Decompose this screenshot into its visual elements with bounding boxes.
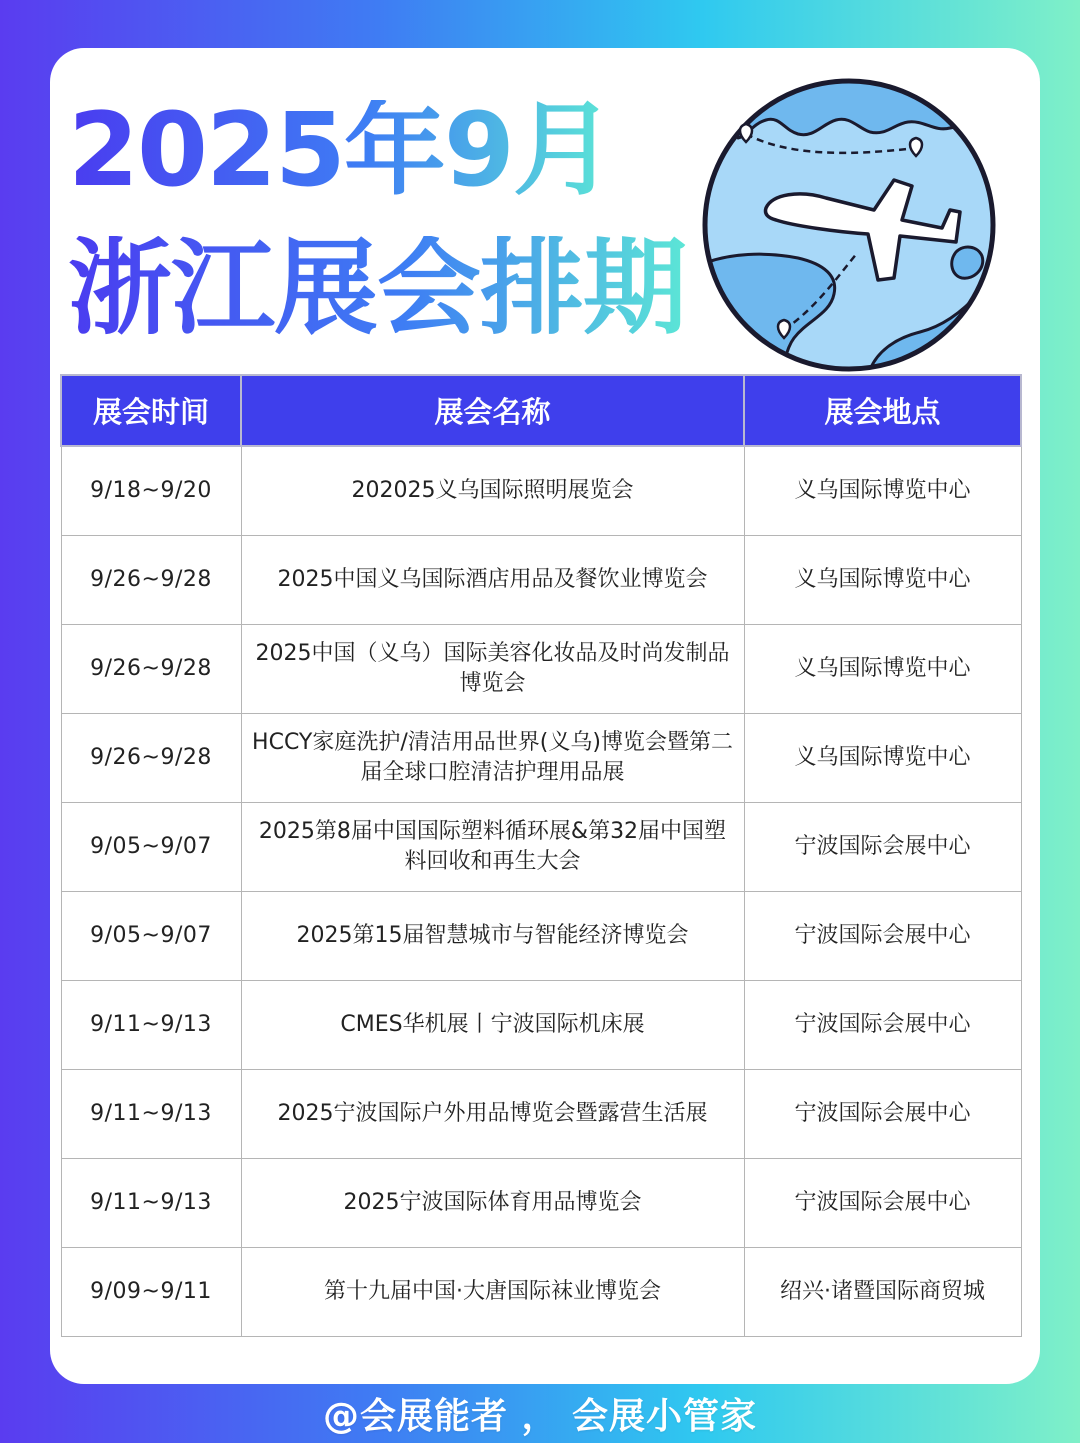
cell-date: 9/11~9/13 [61,1159,241,1248]
cell-name: HCCY家庭洗护/清洁用品世界(义乌)博览会暨第二届全球口腔清洁护理用品展 [241,714,744,803]
globe-airplane-icon [698,76,1000,374]
cell-name: 第十九届中国·大唐国际袜业博览会 [241,1248,744,1337]
cell-venue: 义乌国际博览中心 [744,714,1021,803]
table-row [61,1248,1021,1337]
cell-name: 2025第15届智慧城市与智能经济博览会 [241,892,744,981]
table-header-row [61,375,1021,446]
cell-name: 202025义乌国际照明展览会 [241,446,744,536]
cell-name: 2025中国义乌国际酒店用品及餐饮业博览会 [241,536,744,625]
page-title-line1: 2025年9月 [68,91,613,210]
cell-date: 9/18~9/20 [61,446,241,536]
cell-date: 9/26~9/28 [61,625,241,714]
cell-date: 9/11~9/13 [61,981,241,1070]
table-row [61,625,1021,714]
cell-venue: 宁波国际会展中心 [744,1070,1021,1159]
cell-name: 2025宁波国际户外用品博览会暨露营生活展 [241,1070,744,1159]
header-name: 展会名称 [241,375,744,446]
exhibition-schedule-table [60,374,1022,1337]
table-row [61,1070,1021,1159]
cell-venue: 宁波国际会展中心 [744,981,1021,1070]
cell-name: 2025宁波国际体育用品博览会 [241,1159,744,1248]
cell-venue: 义乌国际博览中心 [744,625,1021,714]
cell-date: 9/05~9/07 [61,892,241,981]
cell-name: 2025第8届中国国际塑料循环展&第32届中国塑料回收和再生大会 [241,803,744,892]
table-row [61,1159,1021,1248]
cell-venue: 宁波国际会展中心 [744,892,1021,981]
cell-name: CMES华机展丨宁波国际机床展 [241,981,744,1070]
cell-date: 9/11~9/13 [61,1070,241,1159]
cell-date: 9/26~9/28 [61,714,241,803]
footer-handle: @会展能者 ， 会展小管家 [322,1396,758,1437]
table-row [61,981,1021,1070]
cell-venue: 宁波国际会展中心 [744,803,1021,892]
cell-venue: 绍兴·诸暨国际商贸城 [744,1248,1021,1337]
table-row [61,446,1021,536]
cell-venue: 义乌国际博览中心 [744,536,1021,625]
table-row [61,536,1021,625]
header-venue: 展会地点 [744,375,1021,446]
cell-date: 9/09~9/11 [61,1248,241,1337]
cell-date: 9/05~9/07 [61,803,241,892]
cell-venue: 宁波国际会展中心 [744,1159,1021,1248]
cell-date: 9/26~9/28 [61,536,241,625]
cell-venue: 义乌国际博览中心 [744,446,1021,536]
header-date: 展会时间 [61,375,241,446]
table-row [61,714,1021,803]
cell-name: 2025中国（义乌）国际美容化妆品及时尚发制品博览会 [241,625,744,714]
page-title-line2: 浙江展会排期 [68,227,687,349]
table-row [61,892,1021,981]
table-row [61,803,1021,892]
